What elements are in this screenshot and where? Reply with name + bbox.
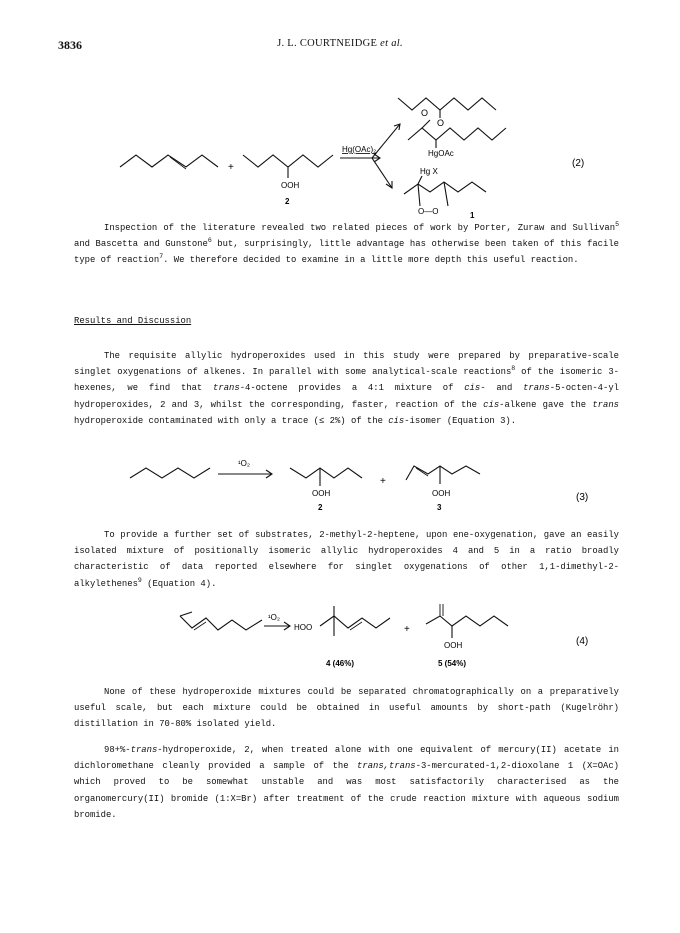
label-ooh-4: OOH	[444, 641, 463, 650]
reagent-label-3: ¹O₂	[238, 459, 250, 468]
scheme-equation-2	[0, 92, 680, 222]
label-ooh: OOH	[281, 181, 300, 190]
plus-sign-4: +	[404, 624, 410, 635]
label-ring-o: O—O	[418, 207, 439, 216]
compound-2-label: 2	[285, 197, 290, 206]
compound-1-label: 1	[470, 211, 475, 220]
label-hgx: Hg X	[420, 167, 438, 176]
hydroperoxide-2-structure	[243, 155, 333, 167]
label-o-top: O	[437, 118, 445, 128]
methylheptene-structure	[180, 616, 262, 630]
page-header	[0, 38, 680, 54]
running-head-authors: J. L. COURTNEIDGE	[277, 38, 378, 49]
equation-number-4: (4)	[576, 636, 589, 647]
label-ooh-a: OOH	[312, 489, 331, 498]
plus-sign: +	[228, 162, 234, 173]
hydroperoxide-2b-structure	[290, 468, 362, 478]
product-top-structure	[398, 98, 496, 110]
product-mid-structure	[408, 128, 506, 140]
page-number: 3836	[58, 38, 82, 52]
paragraph-4: None of these hydroperoxide mixtures could be separated chromatographically on a preparatively useful scale, but each mixture could be obtained in useful amounts by short-path (Kugelröhr) distillation in 70-80% isolated yield.	[74, 687, 619, 730]
paragraph-5: 98+%-trans-hydroperoxide, 2, when treated alone with one equivalent of mercury(II) acetate in dichloromethane cleanly provided a sample of the trans,trans-3-mercurated-1,2-dioxolane 1 (X=OAc) which proved to be somewhat unstable and was most satisfactorily characterised as the organomercury(II) bromide (1:X=Br) after treatment of the crude reaction mixture with aqueous sodium bromide.	[74, 745, 620, 820]
reagent-label-4: ¹O₂	[268, 613, 280, 622]
equation-number-3: (3)	[576, 492, 589, 503]
paragraph-1: Inspection of the literature revealed two related pieces of work by Porter, Zuraw and Sullivan$^5$ and Bascetta and Gunstone$^6$ but, surprisingly, little advantage has otherwise been taken of this facile type of reaction$^7$. We therefore decided to examine in a little more depth this useful reaction.	[74, 221, 619, 266]
label-hoo: HOO	[294, 623, 313, 632]
hydroperoxide-3-structure	[406, 466, 480, 480]
running-head-etal: et al.	[380, 38, 403, 49]
paragraph-3: To provide a further set of substrates, 2-methyl-2-heptene, upon ene-oxygenation, gave an easily isolated mixture of positionally isomeric allylic hydroperoxides 4 and 5 in a ratio broadly characteristic of data reported elsewhere for singlet oxygenations of other 1,1-dimethyl-2-alkylethenes$^9$ (Equation 4).	[74, 530, 619, 589]
hydroperoxide-5-structure	[426, 616, 508, 626]
cis-octene-structure	[130, 468, 210, 478]
compound-4-label: 4 (46%)	[326, 659, 355, 668]
running-head	[0, 38, 680, 49]
plus-sign-3: +	[380, 476, 386, 487]
arrow-down	[372, 158, 392, 188]
compound-5-label: 5 (54%)	[438, 659, 467, 668]
scheme-equation-3	[0, 452, 680, 522]
paragraph-2: The requisite allylic hydroperoxides used in this study were prepared by preparative-scale singlet oxygenations of alkenes. In parallel with some analytical-scale reactions$^8$ of the isomeric 3-hexenes, we find that trans-4-octene provides a 4:1 mixture of cis- and trans-5-octen-4-yl hydroperoxides, 2 and 3, whilst the corresponding, faster, reaction of the cis-alkene gave the trans hydroperoxide contaminated with only a trace (≤ 2%) of the cis-isomer (Equation 3).	[74, 351, 619, 426]
section-heading: Results and Discussion	[74, 316, 192, 326]
label-hgoac: HgOAc	[428, 149, 454, 158]
compound-3-label: 3	[437, 503, 442, 512]
reagent-label: Hg(OAc)₂	[342, 145, 377, 154]
equation-number-2: (2)	[572, 158, 585, 169]
octene-structure	[120, 155, 218, 167]
scheme-equation-4	[0, 604, 680, 676]
label-o-left: O	[421, 108, 429, 118]
label-ooh-b: OOH	[432, 489, 451, 498]
compound-2b-label: 2	[318, 503, 323, 512]
